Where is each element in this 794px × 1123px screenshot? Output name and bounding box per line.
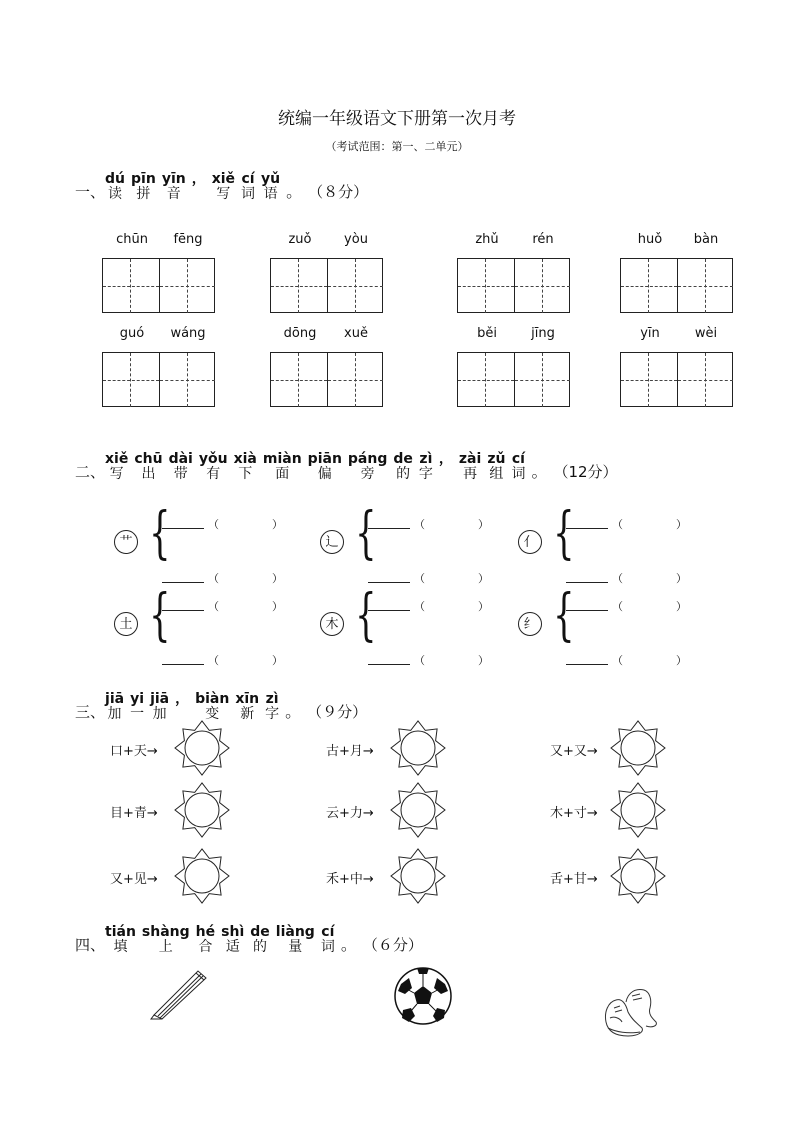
hanzi-text: 有 xyxy=(206,466,221,482)
dash-v xyxy=(355,353,356,407)
sun-answer-icon xyxy=(610,782,666,838)
shoes-icon xyxy=(598,982,660,1038)
dash-v xyxy=(298,353,299,407)
section1-score: （８分） xyxy=(308,183,369,201)
ruby-char xyxy=(348,452,387,482)
tianzige-cell xyxy=(327,353,383,407)
pinyin-text: piān xyxy=(307,451,342,467)
hanzi-text: 填 xyxy=(113,939,128,955)
ruby-char xyxy=(162,172,186,202)
paren-right: ） xyxy=(478,600,489,613)
paren-right: ） xyxy=(272,600,283,613)
ruby-char xyxy=(105,925,136,955)
ruby-char xyxy=(276,925,315,955)
page-subtitle: （考试范围：第一、二单元） xyxy=(325,140,469,153)
hanzi-text xyxy=(192,187,206,202)
tianzige-cell xyxy=(103,259,159,313)
pinyin-label: rén xyxy=(532,232,554,247)
paren-left: （ xyxy=(612,572,623,585)
hanzi-text: 下 xyxy=(238,466,253,482)
dash-v xyxy=(705,259,706,313)
pencil-icon xyxy=(148,965,210,1020)
pinyin-text: ， xyxy=(191,171,206,187)
paren-right: ） xyxy=(272,572,283,585)
paren-left: （ xyxy=(612,654,623,667)
pinyin-label: zhǔ xyxy=(475,232,499,247)
tianzige-cell xyxy=(458,259,514,313)
paren-right: ） xyxy=(272,518,283,531)
equation-text: 禾+中→ xyxy=(326,872,374,887)
dash-h xyxy=(103,380,159,381)
section1-period: 。 xyxy=(286,182,303,201)
section2-period: 。 xyxy=(531,462,548,481)
hanzi-text: 一 xyxy=(130,706,145,722)
pinyin-text: hé xyxy=(195,924,216,940)
paren-left: （ xyxy=(414,572,425,585)
section4-heading xyxy=(75,925,423,955)
ruby-char xyxy=(321,925,335,955)
pinyin-label: wèi xyxy=(694,326,718,341)
hanzi-text: 出 xyxy=(141,466,156,482)
answer-blank xyxy=(566,570,608,583)
pinyin-text: cí xyxy=(241,171,255,187)
brace-mark: { xyxy=(149,501,171,566)
brace-mark: { xyxy=(553,583,575,648)
hanzi-text: 的 xyxy=(396,466,411,482)
pinyin-text: jiā xyxy=(105,691,125,707)
pinyin-label: yòu xyxy=(344,232,368,247)
paren-left: （ xyxy=(612,518,623,531)
ruby-char xyxy=(131,172,156,202)
ruby-char xyxy=(419,452,433,482)
section4-number: 四、 xyxy=(75,936,106,954)
ruby-char xyxy=(459,452,481,482)
paren-right: ） xyxy=(478,654,489,667)
equation-text: 舌+甘→ xyxy=(550,872,598,887)
page-title: 统编一年级语文下册第一次月考 xyxy=(278,109,516,129)
tianzige-cell xyxy=(514,353,570,407)
paren-left: （ xyxy=(208,518,219,531)
ruby-char xyxy=(250,925,270,955)
answer-blank xyxy=(566,516,608,529)
section2-instruction xyxy=(105,452,531,482)
pinyin-label: zuǒ xyxy=(288,232,312,247)
pinyin-label: běi xyxy=(477,326,497,341)
pinyin-text: yi xyxy=(130,691,145,707)
pinyin-label: xuě xyxy=(344,326,368,341)
ruby-char xyxy=(221,925,244,955)
ruby-char xyxy=(199,452,228,482)
answer-blank xyxy=(368,598,410,611)
hanzi-text: 读 xyxy=(108,186,123,202)
answer-blank xyxy=(162,516,204,529)
tianzige-cell xyxy=(327,259,383,313)
ruby-char xyxy=(175,692,189,722)
pinyin-text: xiě xyxy=(211,171,236,187)
section1-number: 一、 xyxy=(75,183,106,201)
sun-answer-icon xyxy=(174,720,230,776)
section3-period: 。 xyxy=(285,702,302,721)
section1-instruction xyxy=(105,172,286,202)
pinyin-label: bàn xyxy=(693,232,719,247)
dash-v xyxy=(705,353,706,407)
pinyin-label: dōng xyxy=(283,326,317,341)
hanzi-text: 写 xyxy=(109,466,124,482)
answer-blank xyxy=(162,570,204,583)
hanzi-text: 量 xyxy=(288,939,303,955)
hanzi-text: 词 xyxy=(511,466,526,482)
tianzige-box xyxy=(620,258,733,313)
pinyin-text: xià xyxy=(233,451,257,467)
pinyin-text: liàng xyxy=(275,924,315,940)
paren-left: （ xyxy=(612,600,623,613)
tianzige-cell xyxy=(103,353,159,407)
paren-left: （ xyxy=(414,600,425,613)
hanzi-text: 加 xyxy=(107,706,122,722)
pinyin-label: jīng xyxy=(531,326,555,341)
dash-v xyxy=(648,353,649,407)
brace-mark: { xyxy=(355,501,377,566)
tianzige-cell xyxy=(677,259,733,313)
section3-instruction xyxy=(105,692,285,722)
ruby-char xyxy=(265,692,279,722)
pinyin-text: miàn xyxy=(262,451,302,467)
pinyin-text: xiě xyxy=(105,451,129,467)
ruby-char xyxy=(263,452,302,482)
hanzi-text: 语 xyxy=(263,186,278,202)
radical-circle: 辶 xyxy=(320,530,344,554)
tianzige-box xyxy=(270,258,383,313)
section2-score: （12分） xyxy=(553,463,618,481)
soccer-ball-icon xyxy=(393,966,453,1026)
ruby-char xyxy=(235,692,259,722)
sun-answer-icon xyxy=(390,782,446,838)
answer-blank xyxy=(368,516,410,529)
pinyin-label: guó xyxy=(119,326,145,341)
paren-left: （ xyxy=(208,654,219,667)
pinyin-text: ， xyxy=(175,691,190,707)
ruby-char xyxy=(169,452,193,482)
tianzige-box xyxy=(457,352,570,407)
pinyin-text: zì xyxy=(419,451,433,467)
pinyin-text: de xyxy=(393,451,413,467)
tianzige-box xyxy=(620,352,733,407)
hanzi-text: 的 xyxy=(253,939,268,955)
dash-h xyxy=(621,380,677,381)
section3-number: 三、 xyxy=(75,703,106,721)
tianzige-cell xyxy=(514,259,570,313)
pinyin-text: cí xyxy=(321,924,335,940)
answer-blank xyxy=(566,598,608,611)
equation-text: 古+月→ xyxy=(326,744,374,759)
hanzi-text: 适 xyxy=(225,939,240,955)
answer-blank xyxy=(162,652,204,665)
equation-text: 木+寸→ xyxy=(550,806,598,821)
hanzi-text xyxy=(439,467,453,482)
dash-v xyxy=(648,259,649,313)
ruby-char xyxy=(192,172,206,202)
pinyin-label: chūn xyxy=(116,232,148,247)
brace-mark: { xyxy=(355,583,377,648)
equation-text: 又+见→ xyxy=(110,872,158,887)
paren-right: ） xyxy=(676,572,687,585)
tianzige-cell xyxy=(677,353,733,407)
radical-circle: 亻 xyxy=(518,530,542,554)
dash-v xyxy=(130,353,131,407)
dash-v xyxy=(187,259,188,313)
paren-left: （ xyxy=(208,572,219,585)
ruby-char xyxy=(393,452,413,482)
dash-h xyxy=(458,286,514,287)
pinyin-text: biàn xyxy=(195,691,230,707)
dash-h xyxy=(621,286,677,287)
ruby-char xyxy=(308,452,342,482)
section1-heading xyxy=(75,172,368,202)
brace-mark: { xyxy=(553,501,575,566)
hanzi-text: 上 xyxy=(158,939,173,955)
dash-v xyxy=(542,259,543,313)
ruby-char xyxy=(195,692,229,722)
dash-h xyxy=(458,380,514,381)
dash-v xyxy=(485,353,486,407)
pinyin-text: de xyxy=(250,924,270,940)
pinyin-text: cí xyxy=(511,451,525,467)
tianzige-cell xyxy=(458,353,514,407)
radical-circle: 土 xyxy=(114,612,138,636)
pinyin-text: yǔ xyxy=(261,171,281,187)
hanzi-text: 变 xyxy=(205,706,220,722)
dash-v xyxy=(298,259,299,313)
ruby-char xyxy=(142,925,190,955)
sun-answer-icon xyxy=(174,848,230,904)
pinyin-label: huǒ xyxy=(637,232,663,247)
paren-left: （ xyxy=(208,600,219,613)
pinyin-text: dài xyxy=(168,451,193,467)
hanzi-text: 偏 xyxy=(317,466,332,482)
hanzi-text: 词 xyxy=(241,186,256,202)
equation-text: 又+又→ xyxy=(550,744,598,759)
radical-circle: 纟 xyxy=(518,612,542,636)
hanzi-text: 旁 xyxy=(360,466,375,482)
paren-left: （ xyxy=(414,654,425,667)
ruby-char xyxy=(439,452,453,482)
pinyin-text: zǔ xyxy=(487,451,506,467)
pinyin-text: ， xyxy=(438,451,453,467)
ruby-char xyxy=(150,692,169,722)
ruby-char xyxy=(487,452,505,482)
tianzige-cell xyxy=(271,353,327,407)
hanzi-text: 带 xyxy=(173,466,188,482)
dash-v xyxy=(542,353,543,407)
paren-right: ） xyxy=(478,518,489,531)
pinyin-text: shì xyxy=(221,924,245,940)
dash-h xyxy=(103,286,159,287)
pinyin-text: pīn xyxy=(131,171,156,187)
ruby-char xyxy=(196,925,215,955)
paren-right: ） xyxy=(676,654,687,667)
tianzige-cell xyxy=(621,259,677,313)
pinyin-text: jiā xyxy=(150,691,170,707)
equation-text: 目+青→ xyxy=(110,806,158,821)
sun-answer-icon xyxy=(174,782,230,838)
hanzi-text: 新 xyxy=(240,706,255,722)
pinyin-text: páng xyxy=(347,451,388,467)
ruby-char xyxy=(105,452,128,482)
pinyin-text: chū xyxy=(134,451,163,467)
hanzi-text: 面 xyxy=(275,466,290,482)
hanzi-text: 拼 xyxy=(136,186,151,202)
pinyin-label: yīn xyxy=(640,326,660,341)
paren-right: ） xyxy=(478,572,489,585)
section4-instruction xyxy=(105,925,341,955)
pinyin-text: tián xyxy=(105,924,136,940)
tianzige-box xyxy=(102,258,215,313)
section2-number: 二、 xyxy=(75,463,106,481)
radical-circle: 艹 xyxy=(114,530,138,554)
sun-answer-icon xyxy=(390,848,446,904)
tianzige-box xyxy=(457,258,570,313)
tianzige-cell xyxy=(159,259,215,313)
section3-score: （９分） xyxy=(307,703,368,721)
sun-answer-icon xyxy=(610,848,666,904)
brace-mark: { xyxy=(149,583,171,648)
paren-right: ） xyxy=(676,518,687,531)
sun-answer-icon xyxy=(610,720,666,776)
hanzi-text: 写 xyxy=(216,186,231,202)
ruby-char xyxy=(511,452,525,482)
pinyin-text: zài xyxy=(458,451,482,467)
paren-right: ） xyxy=(272,654,283,667)
tianzige-box xyxy=(270,352,383,407)
radical-circle: 木 xyxy=(320,612,344,636)
section4-period: 。 xyxy=(340,935,357,954)
tianzige-box xyxy=(102,352,215,407)
ruby-char xyxy=(105,692,124,722)
section4-score: （６分） xyxy=(362,936,423,954)
dash-v xyxy=(187,353,188,407)
answer-blank xyxy=(162,598,204,611)
sun-answer-icon xyxy=(390,720,446,776)
hanzi-text: 音 xyxy=(166,186,181,202)
pinyin-text: yīn xyxy=(161,171,186,187)
section3-heading xyxy=(75,692,367,722)
ruby-char xyxy=(130,692,144,722)
dash-h xyxy=(271,286,327,287)
hanzi-text: 词 xyxy=(320,939,335,955)
ruby-char xyxy=(134,452,162,482)
hanzi-text: 组 xyxy=(489,466,504,482)
paren-right: ） xyxy=(676,600,687,613)
pinyin-text: yǒu xyxy=(198,451,228,467)
ruby-char xyxy=(212,172,235,202)
pinyin-label: fēng xyxy=(173,232,203,247)
tianzige-cell xyxy=(621,353,677,407)
ruby-char xyxy=(234,452,257,482)
answer-blank xyxy=(566,652,608,665)
pinyin-label: wáng xyxy=(170,326,206,341)
tianzige-cell xyxy=(271,259,327,313)
hanzi-text: 合 xyxy=(198,939,213,955)
ruby-char xyxy=(241,172,255,202)
dash-v xyxy=(485,259,486,313)
equation-text: 云+力→ xyxy=(326,806,374,821)
dash-v xyxy=(355,259,356,313)
pinyin-text: shàng xyxy=(141,924,190,940)
paren-left: （ xyxy=(414,518,425,531)
section2-heading xyxy=(75,452,618,482)
pinyin-text: xīn xyxy=(235,691,260,707)
pinyin-text: dú xyxy=(105,171,126,187)
ruby-char xyxy=(261,172,280,202)
hanzi-text: 加 xyxy=(152,706,167,722)
ruby-char xyxy=(105,172,125,202)
answer-blank xyxy=(368,652,410,665)
answer-blank xyxy=(368,570,410,583)
hanzi-text: 字 xyxy=(418,466,433,482)
pinyin-text: zì xyxy=(265,691,279,707)
dash-v xyxy=(130,259,131,313)
dash-h xyxy=(271,380,327,381)
equation-text: 口+天→ xyxy=(110,744,158,759)
hanzi-text: 字 xyxy=(265,706,280,722)
hanzi-text: 再 xyxy=(463,466,478,482)
tianzige-cell xyxy=(159,353,215,407)
